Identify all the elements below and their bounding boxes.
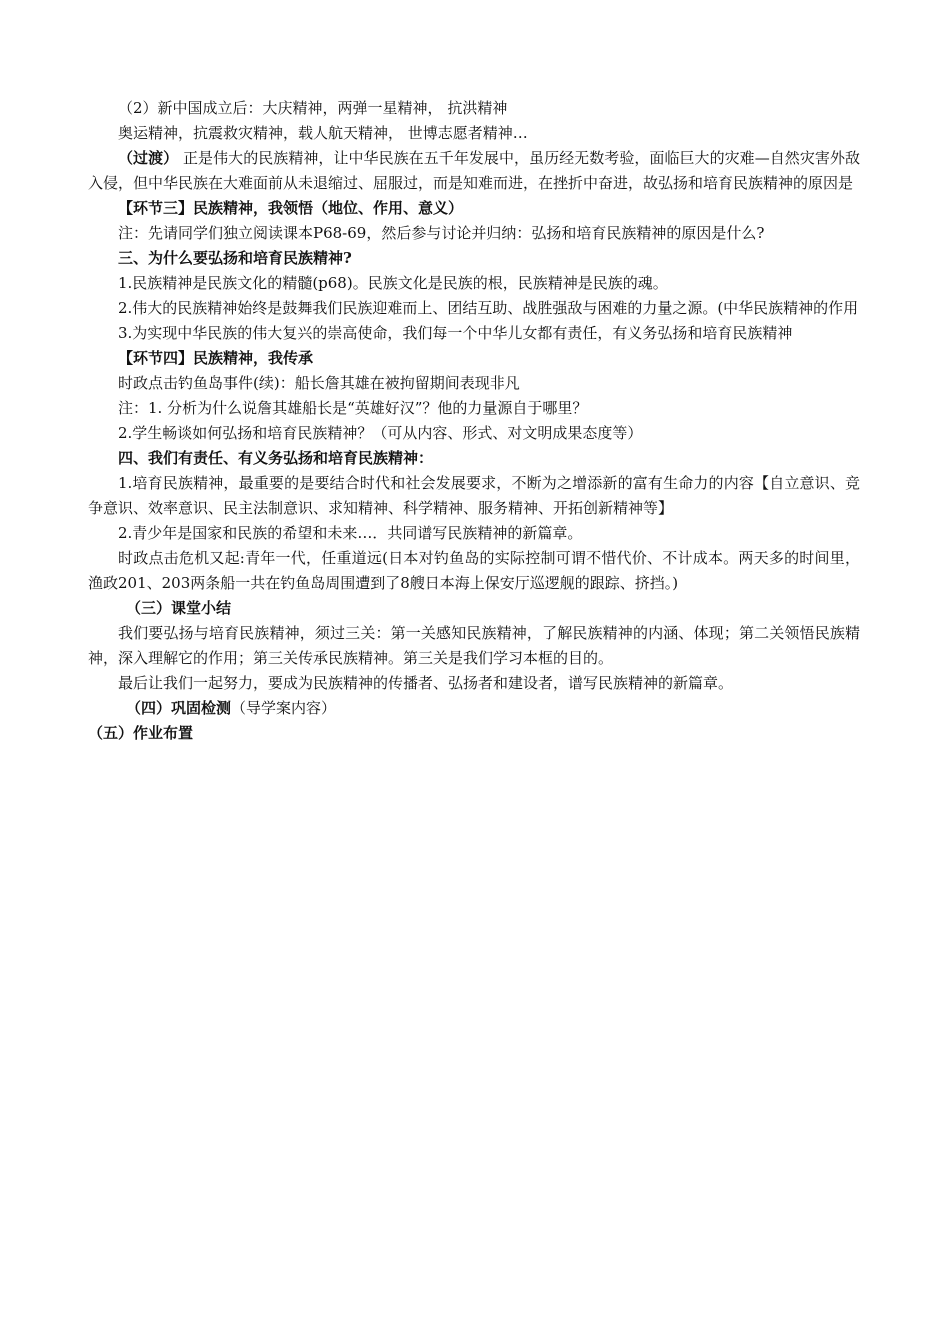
text-line: 奥运精神，抗震救灾精神，载人航天精神， 世博志愿者精神… xyxy=(118,124,528,142)
text-line: （2）新中国成立后：大庆精神，两弹一星精神， 抗洪精神 xyxy=(118,99,508,117)
note: 注：先请同学们独立阅读课本P68-69，然后参与讨论并归纳：弘扬和培育民族精神的原因是什么? xyxy=(118,224,765,242)
summary-paragraph: 最后让我们一起努力，要成为民族精神的传播者、弘扬者和建设者，谱写民族精神的新篇章。 xyxy=(118,674,734,692)
summary-paragraph: 我们要弘扬与培育民族精神，须过三关：第一关感知民族精神，了解民族精神的内涵、体现；第二关领悟民族精神，深入理解它的作用；第三关传承民族精神。第三关是我们学习本框的目的。 xyxy=(88,624,860,667)
note: 注：1. 分析为什么说詹其雄船长是“英雄好汉”？他的力量源自于哪里？ xyxy=(118,399,588,417)
document-page xyxy=(88,96,860,746)
check-line xyxy=(88,696,860,721)
news-line: 时政点击危机又起:青年一代，任重道远(日本对钓鱼岛的实际控制可谓不惜代价、不计成本。两天多的时间里，渔政201、203两条船一共在钓鱼岛周围遭到了8艘日本海上保安厅巡逻舰的跟踪、挤挡。) xyxy=(88,549,860,592)
question-heading: 四、我们有责任、有义务弘扬和培育民族精神： xyxy=(118,449,434,467)
section-heading: 【环节三】民族精神，我领悟（地位、作用、意义） xyxy=(118,199,464,217)
transition-label: （过渡） xyxy=(118,149,179,167)
check-heading: （四）巩固检测 xyxy=(126,699,232,717)
homework-heading: （五）作业布置 xyxy=(88,724,194,742)
transition-text: 正是伟大的民族精神，让中华民族在五千年发展中，虽历经无数考验，面临巨大的灾难—自然灾害外敌入侵，但中华民族在大难面前从未退缩过、屈服过，而是知难而进，在挫折中奋进，故弘扬和培育民族精神的原因是 xyxy=(88,149,860,192)
list-item: 1.民族精神是民族文化的精髓(p68)。民族文化是民族的根，民族精神是民族的魂。 xyxy=(118,274,668,292)
news-line: 时政点击钓鱼岛事件(续)：船长詹其雄在被拘留期间表现非凡 xyxy=(118,374,520,392)
note: 2.学生畅谈如何弘扬和培育民族精神？（可从内容、形式、对文明成果态度等） xyxy=(118,424,643,442)
check-note: （导学案内容） xyxy=(231,699,337,717)
list-item: 1.培育民族精神，最重要的是要结合时代和社会发展要求，不断为之增添新的富有生命力的内容【自立意识、竞争意识、效率意识、民主法制意识、求知精神、科学精神、服务精神、开拓创新精神等】 xyxy=(88,474,860,517)
question-heading: 三、为什么要弘扬和培育民族精神? xyxy=(118,249,352,267)
list-item: 2.伟大的民族精神始终是鼓舞我们民族迎难而上、团结互助、战胜强敌与困难的力量之源。(中华民族精神的作用 xyxy=(118,299,859,317)
section-heading: 【环节四】民族精神，我传承 xyxy=(118,349,314,367)
summary-heading: （三）课堂小结 xyxy=(126,599,232,617)
transition-paragraph xyxy=(88,146,860,196)
list-item: 3.为实现中华民族的伟大复兴的崇高使命，我们每一个中华儿女都有责任，有义务弘扬和培育民族精神 xyxy=(118,324,793,342)
list-item: 2.青少年是国家和民族的希望和未来…．共同谱写民族精神的新篇章。 xyxy=(118,524,583,542)
